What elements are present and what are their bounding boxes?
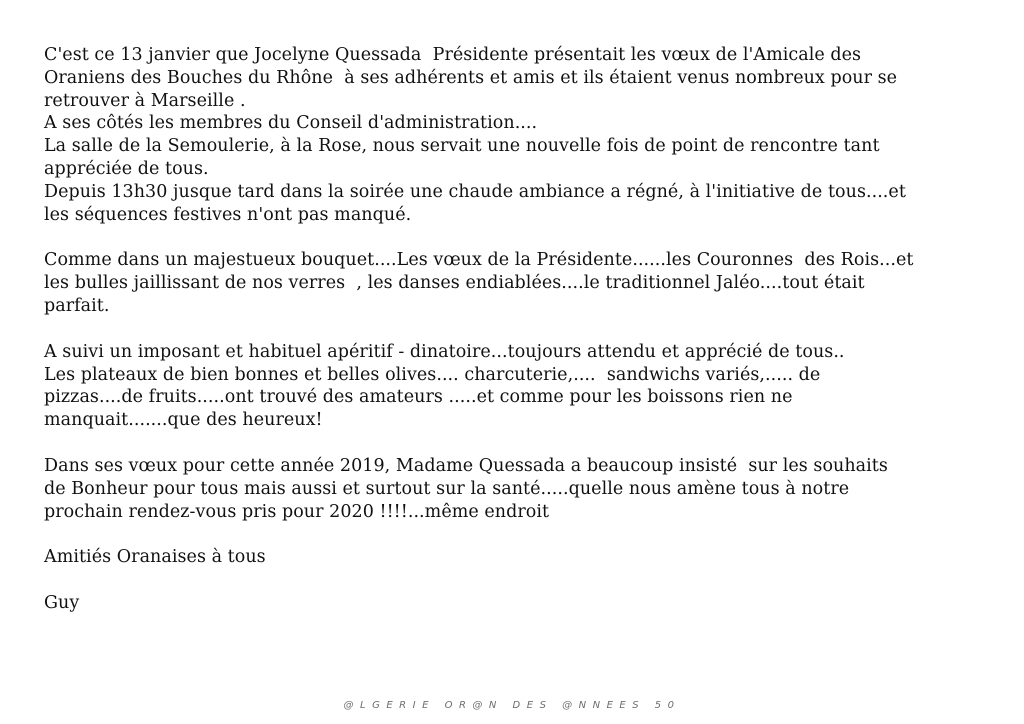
paragraph-aperitif bbox=[44, 341, 994, 432]
text-line: retrouver à Marseille . bbox=[44, 90, 246, 111]
text-line: Comme dans un majestueux bouquet....Les vœux de la Présidente......les Couronnes des Rois...et bbox=[44, 250, 914, 271]
text-line: Depuis 13h30 jusque tard dans la soirée une chaude ambiance a régné, à l'initiative de tous....et bbox=[44, 181, 906, 202]
text-line: de Bonheur pour tous mais aussi et surtout sur la santé.....quelle nous amène tous à notre bbox=[44, 478, 850, 499]
text-line: prochain rendez-vous pris pour 2020 !!!!...même endroit bbox=[44, 501, 550, 522]
text-line: Oraniens des Bouches du Rhône à ses adhérents et amis et ils étaient venus nombreux pour se bbox=[44, 67, 898, 88]
text-line: les bulles jaillissant de nos verres , les danses endiablées....le traditionnel Jaléo....tout était bbox=[44, 273, 865, 294]
signature: Guy bbox=[44, 593, 80, 614]
text-line: manquait.......que des heureux! bbox=[44, 410, 323, 431]
paragraph-spacer bbox=[44, 226, 994, 249]
text-line: A ses côtés les membres du Conseil d'administration.... bbox=[44, 113, 538, 134]
text-line: pizzas....de fruits.....ont trouvé des amateurs .....et comme pour les boissons rien ne bbox=[44, 387, 793, 408]
text-line: Dans ses vœux pour cette année 2019, Madame Quessada a beaucoup insisté sur les souhaits bbox=[44, 455, 888, 476]
paragraph-wishes bbox=[44, 455, 994, 523]
closing-greeting: Amitiés Oranaises à tous bbox=[44, 547, 266, 568]
text-line: parfait. bbox=[44, 295, 110, 316]
paragraph-spacer bbox=[44, 318, 994, 341]
footer-watermark: @LGERIE OR@N DES @NNEES 50 bbox=[343, 700, 681, 711]
text-line: Les plateaux de bien bonnes et belles olives.... charcuterie,.... sandwichs variés,..... de bbox=[44, 364, 821, 385]
text-line: A suivi un imposant et habituel apéritif - dinatoire...toujours attendu et apprécié de tous.. bbox=[44, 341, 845, 362]
text-line: La salle de la Semoulerie, à la Rose, nous servait une nouvelle fois de point de rencontre tant bbox=[44, 136, 880, 157]
letter-body bbox=[44, 44, 994, 615]
paragraph-spacer bbox=[44, 569, 994, 592]
text-line: les séquences festives n'ont pas manqué. bbox=[44, 204, 412, 225]
text-line: C'est ce 13 janvier que Jocelyne Quessada Présidente présentait les vœux de l'Amicale des bbox=[44, 45, 862, 65]
paragraph-announcement bbox=[44, 44, 994, 226]
paragraph-bouquet bbox=[44, 249, 994, 317]
paragraph-spacer bbox=[44, 432, 994, 455]
text-line: appréciée de tous. bbox=[44, 158, 209, 179]
paragraph-spacer bbox=[44, 523, 994, 546]
